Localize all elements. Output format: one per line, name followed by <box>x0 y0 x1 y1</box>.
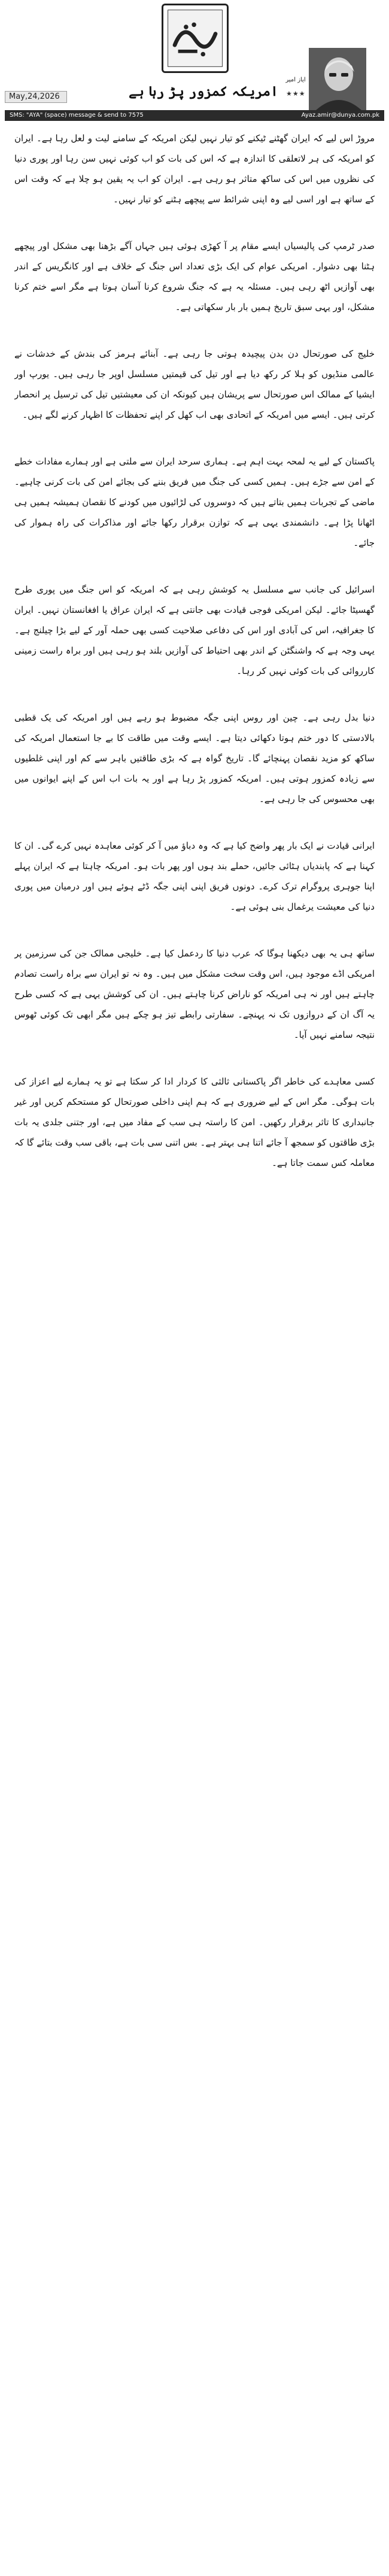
paragraph: مروڑ اس لیے کہ ایران گھٹنے ٹیکنے کو تیار نہیں لیکن امریکہ کے سامنے لیت و لعل رہا ہے۔ ایران کو امریکہ کی ہر لاتعلقی کا اندازہ ہے کہ اس کی بات کو اب کوئی نہیں سن رہا اور پوری دنیا کی نظروں میں اس کی ساکھ متاثر ہو رہی ہے۔ ایران کو اب یہ یقین ہو چلا ہے کہ وقت اس کے ساتھ ہے اور اسی لیے وہ اپنی شرائط سے پیچھے ہٹنے کو تیار نہیں۔ <box>14 133 375 205</box>
paragraph: ایرانی قیادت نے ایک بار پھر واضح کیا ہے کہ وہ دباؤ میں آ کر کوئی معاہدہ نہیں کرے گی۔ ان کا کہنا ہے کہ پابندیاں ہٹائی جائیں، حملے بند ہوں اور پھر بات ہو۔ امریکہ چاہتا ہے کہ ایران پہلے اپنا جوہری پروگرام ترک کرے۔ دونوں فریق اپنی اپنی جگہ ڈٹے ہوئے ہیں اور درمیان میں پوری دنیا کی معیشت یرغمال بنی ہوئی ہے۔ <box>14 840 375 912</box>
contact-bar <box>5 110 384 121</box>
paragraph: دنیا بدل رہی ہے۔ چین اور روس اپنی جگہ مضبوط ہو رہے ہیں اور امریکہ کی یک قطبی بالادستی کا دور ختم ہوتا دکھائی دیتا ہے۔ ایسے وقت میں طاقت کا بے جا استعمال امریکہ کی ساکھ کو مزید نقصان پہنچائے گا۔ تاریخ گواہ ہے کہ بڑی طاقتیں باہر سے کم اور اپنی غلطیوں سے زیادہ کمزور ہوتی ہیں۔ امریکہ کمزور پڑ رہا ہے اور یہ بات اب اس کے اپنے ایوانوں میں بھی محسوس کی جا رہی ہے۔ <box>14 712 375 804</box>
article-headline: امریکہ کمزور پڑ رہا ہے <box>129 84 278 99</box>
paragraph: ساتھ ہی یہ بھی دیکھنا ہوگا کہ عرب دنیا کا ردعمل کیا ہے۔ خلیجی ممالک جن کی سرزمین پر امریکی اڈے موجود ہیں، اس وقت سخت مشکل میں ہیں۔ وہ نہ تو ایران سے براہ راست تصادم چاہتے ہیں اور نہ ہی امریکہ کو ناراض کرنا چاہتے ہیں۔ ان کی کوشش یہی ہے کہ کسی طرح یہ آگ ان کے دروازوں تک نہ پہنچے۔ سفارتی رابطے تیز ہو چکے ہیں مگر ابھی تک کوئی ٹھوس نتیجہ سامنے نہیں آیا۔ <box>14 948 375 1040</box>
paragraph: کسی معاہدے کی خاطر اگر پاکستانی ثالثی کا کردار ادا کر سکتا ہے تو یہ ہمارے لیے اعزاز کی بات ہوگی۔ مگر اس کے لیے ضروری ہے کہ ہم اپنی داخلی صورتحال کو مستحکم کریں اور غیر جانبداری کا تاثر برقرار رکھیں۔ امن کا راستہ ہی سب کے مفاد میں ہے، اور جتنی جلدی یہ بات بڑی طاقتوں کو سمجھ آ جائے اتنا ہی بہتر ہے۔ بس اتنی سی بات ہے، باقی سب وقت بتائے گا کہ معاملہ کس سمت جاتا ہے۔ <box>14 1076 375 1168</box>
paragraph: پاکستان کے لیے یہ لمحہ بہت اہم ہے۔ ہماری سرحد ایران سے ملتی ہے اور ہمارے مفادات خطے کے امن سے جڑے ہیں۔ ہمیں کسی کی جنگ میں فریق بننے کی بجائے امن کی بات کرنی چاہیے۔ ماضی کے تجربات ہمیں بتاتے ہیں کہ دوسروں کی لڑائیوں میں کودنے کا نقصان ہمیشہ ہمیں ہی اٹھانا پڑا ہے۔ دانشمندی یہی ہے کہ توازن برقرار رکھا جائے اور مذاکرات کی راہ ہموار کی جائے۔ <box>14 456 375 548</box>
logo-artwork <box>163 5 227 71</box>
sms-instruction: SMS: "AYA" (space) message & send to 7575 <box>10 112 144 119</box>
paragraph: خلیج کی صورتحال دن بدن پیچیدہ ہوتی جا رہی ہے۔ آبنائے ہرمز کی بندش کے خدشات نے عالمی منڈیوں کو ہلا کر رکھ دیا ہے اور تیل کی قیمتیں مسلسل اوپر جا رہی ہیں۔ یورپ اور ایشیا کے ممالک اس صورتحال سے پریشان ہیں کیونکہ ان کی معیشتیں تیل کی ترسیل پر انحصار کرتی ہیں۔ ایسے میں امریکہ کے اتحادی بھی اب کھل کر اپنے تحفظات کا اظہار کرنے لگے ہیں۔ <box>14 348 375 420</box>
columnist-name: ایاز امیر <box>285 77 306 83</box>
columnist-portrait <box>309 48 366 110</box>
masthead <box>0 0 389 108</box>
article-body <box>14 128 375 2564</box>
email-address: Ayaz.amir@dunya.com.pk <box>301 112 379 119</box>
paragraph: اسرائیل کی جانب سے مسلسل یہ کوشش رہی ہے کہ امریکہ کو اس جنگ میں پوری طرح گھسیٹا جائے۔ لیکن امریکی فوجی قیادت بھی جانتی ہے کہ ایران عراق یا افغانستان نہیں۔ ایران کا جغرافیہ، اس کی آبادی اور اس کی دفاعی صلاحیت کسی بھی حملہ آور کے لیے بڑا چیلنج ہے۔ یہی وجہ ہے کہ واشنگٹن کے اندر بھی احتیاط کی آوازیں بلند ہو رہی ہیں اور براہ راست زمینی کارروائی کی بات کوئی نہیں کر رہا۔ <box>14 584 375 676</box>
rating-stars: ★★★ <box>286 90 306 98</box>
date-badge: May,24,2026 <box>5 91 67 103</box>
newspaper-logo <box>162 4 229 73</box>
columnist-photo <box>309 48 366 110</box>
paragraph: صدر ٹرمپ کی پالیسیاں ایسے مقام پر آ کھڑی ہوئی ہیں جہاں آگے بڑھنا بھی مشکل اور پیچھے ہٹنا بھی دشوار۔ امریکی عوام کی ایک بڑی تعداد اس جنگ کے خلاف ہے اور کانگریس کے اندر بھی آوازیں اٹھ رہی ہیں۔ مسئلہ یہ ہے کہ جنگ شروع کرنا آسان ہوتا ہے مگر اسے ختم کرنا مشکل، اور یہی سبق تاریخ ہمیں بار بار سکھاتی ہے۔ <box>14 241 375 312</box>
